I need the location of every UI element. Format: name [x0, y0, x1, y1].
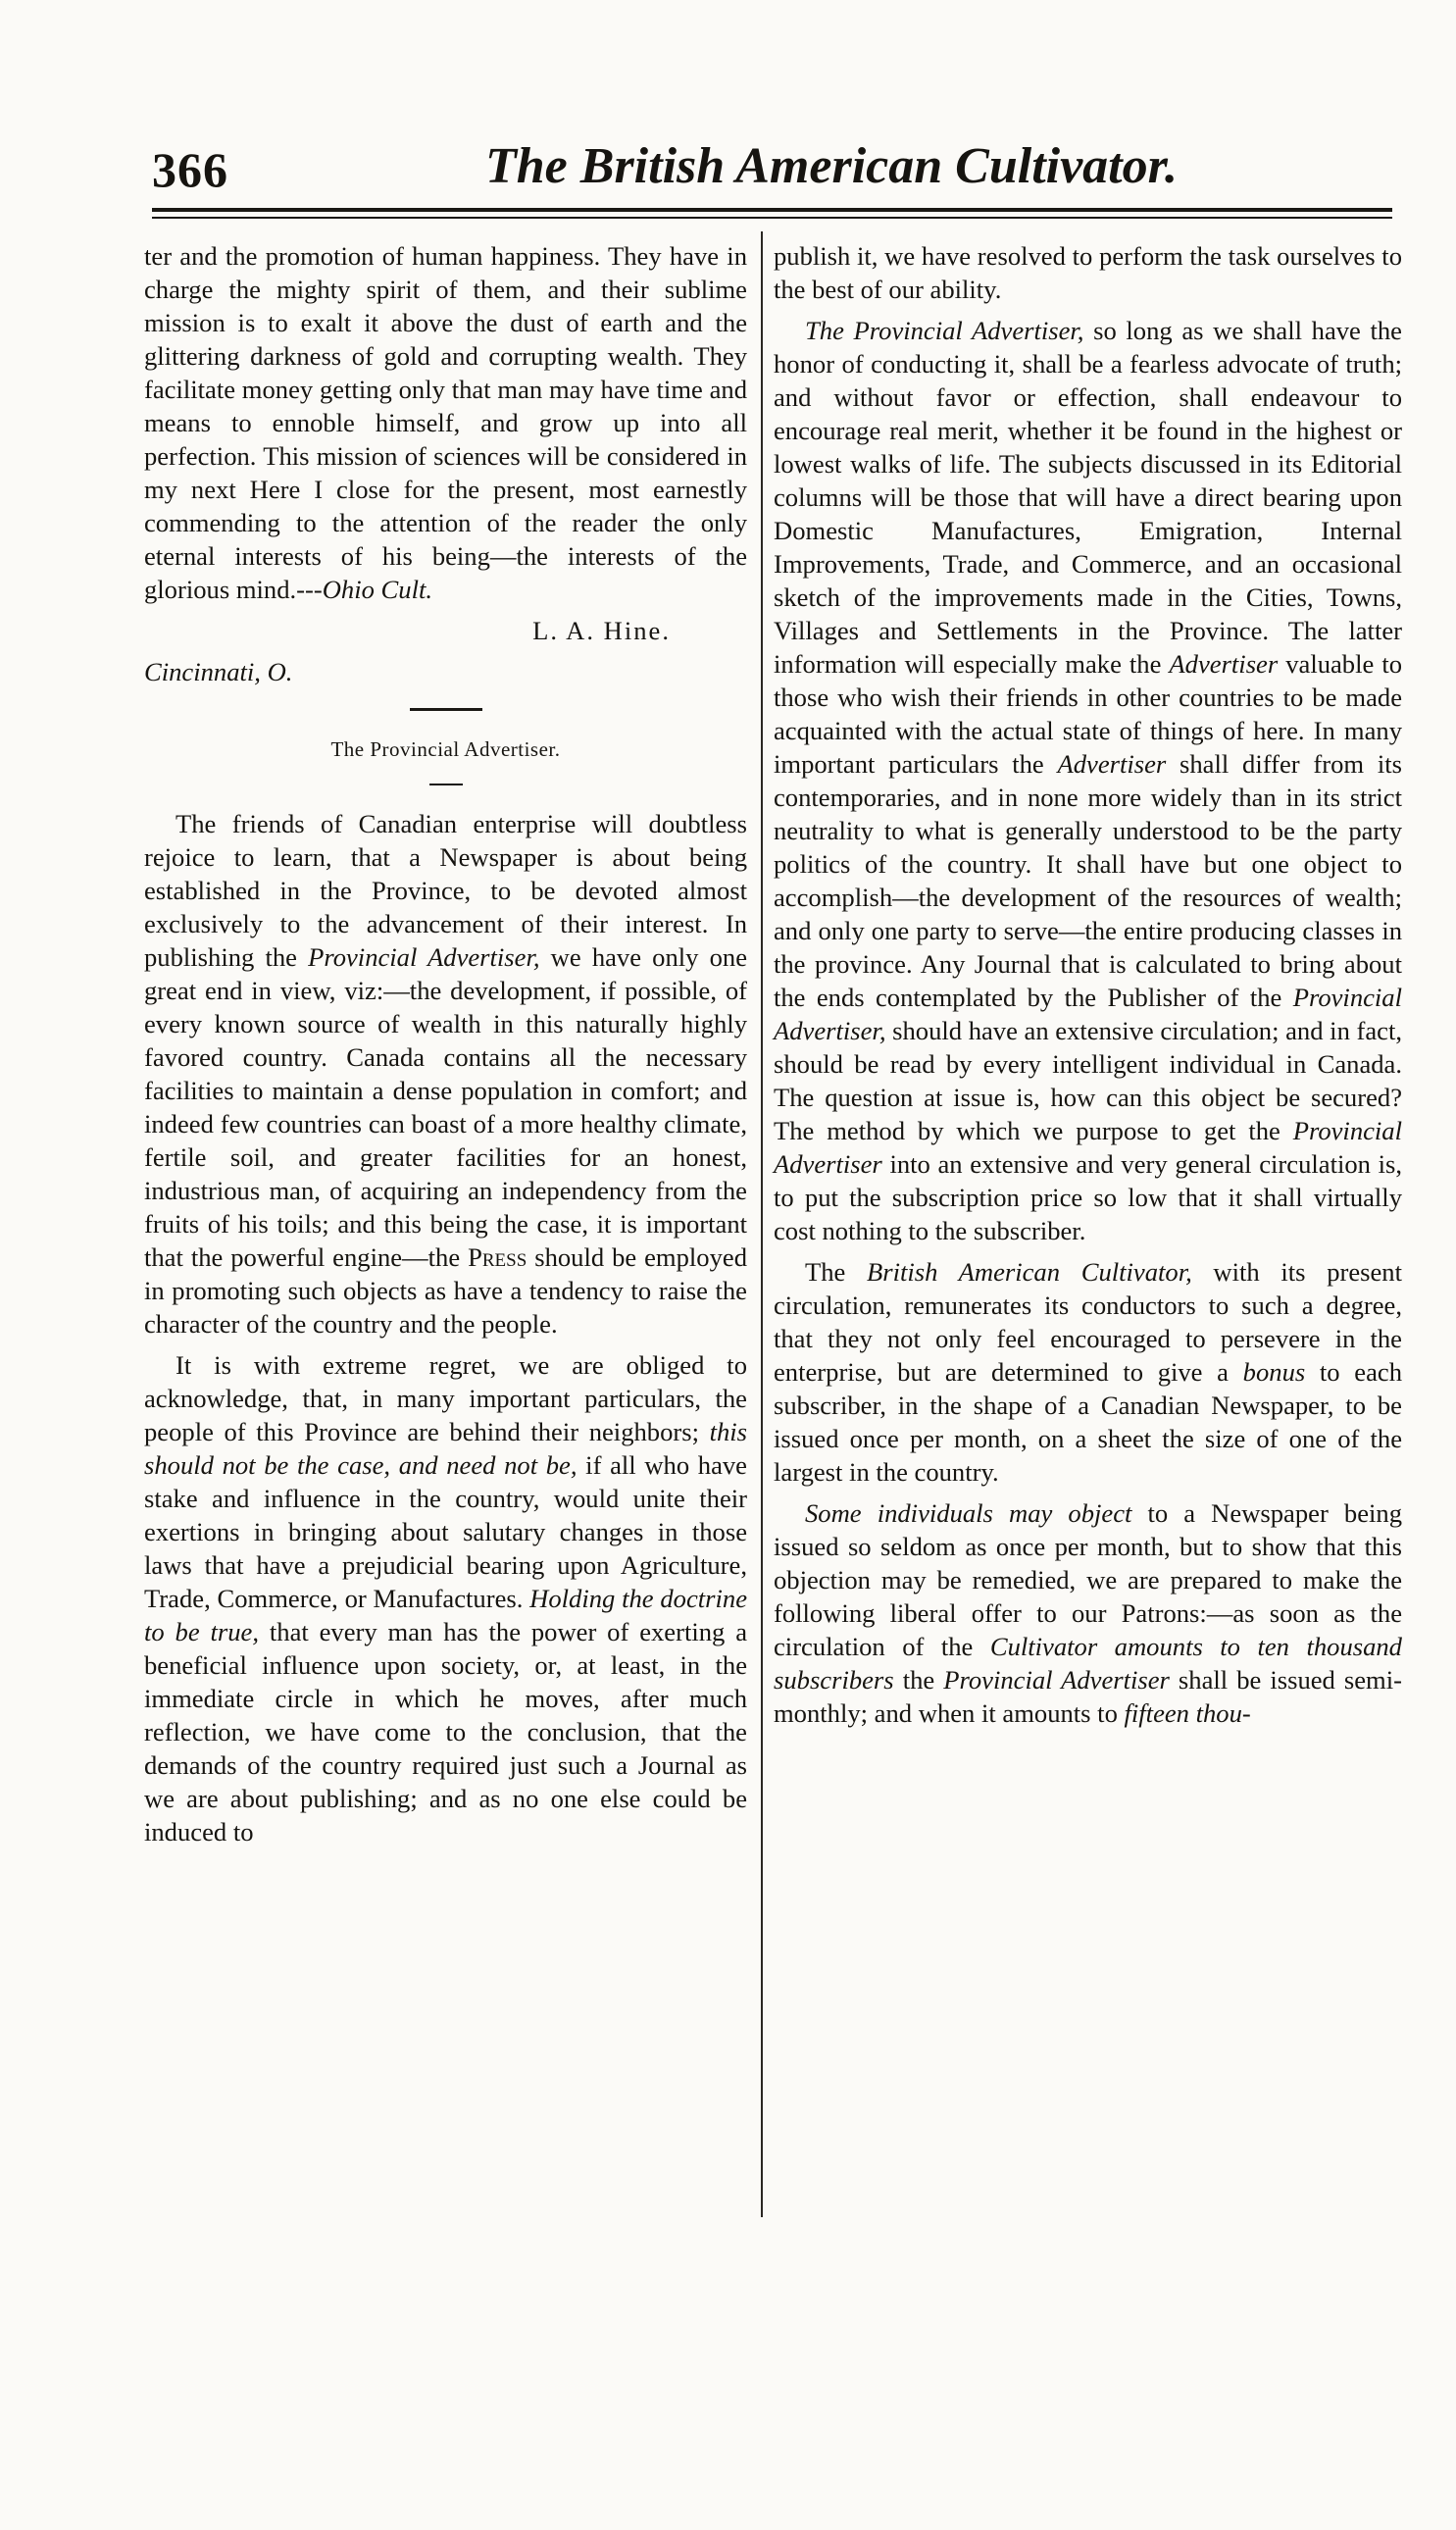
paragraph — [774, 1255, 1402, 1489]
italic-run: fifteen thou- — [1124, 1698, 1251, 1728]
paragraph — [144, 807, 747, 1341]
italic-run: Provincial Advertiser, — [774, 983, 1402, 1045]
text-run: shall differ from its contemporaries, and in none more widely than in its strict neutrality to what is generally understood to be the party politics of the country. It shall have but one object to accomplish—the development of the resources of wealth; and only one party to serve—the entire producing classes in the province. Any Journal that is calculated to bring about the ends contemplated by the Publisher of the — [774, 749, 1402, 1012]
paragraph — [144, 239, 747, 606]
right-column — [774, 239, 1402, 1738]
text-run: to a Newspaper being issued so seldom as once per month, but to show that this objection may be remedied, we are prepared to make the following liberal offer to our Patrons:—as soon as the circulation of the — [774, 1498, 1402, 1661]
paragraph-text: ter and the promotion of human happiness. They have in charge the mighty spirit of them, and their sublime mission is to exalt it above the dust of earth and the glittering darkness of gold and corrupting wealth. They facilitate money getting only that man may have time and means to ennoble himself, and grow up into all perfection. This mission of sciences will be considered in my next Here I close for the present, most earnestly commending to the attention of the reader the only eternal interests of his being—the interests of the glorious mind.--- — [144, 241, 747, 604]
text-run: shall be issued semi-monthly; and when it amounts to — [774, 1665, 1402, 1728]
smallcaps-run: Press — [468, 1242, 527, 1272]
paragraph: publish it, we have resolved to perform the task ourselves to the best of our ability. — [774, 241, 1402, 304]
text-run: the — [893, 1665, 944, 1695]
header-rule-thick — [152, 208, 1392, 212]
source-citation: Ohio Cult. — [322, 575, 432, 604]
heading-divider — [429, 784, 463, 785]
italic-run: Cultivator amounts to ten thousand subscribers — [774, 1632, 1402, 1695]
header-rule-thin — [152, 217, 1392, 219]
text-run: if all who have stake and influence in the country, would unite their exertions in bringing about salutary changes in those laws that have a prejudicial bearing upon Agriculture, Trade, Commerce, or Manufactures. — [144, 1450, 747, 1613]
author-signature: L. A. Hine. — [532, 616, 671, 645]
text-run: we have only one great end in view, viz:—the development, if possible, of every known source of wealth in this naturally highly favored country. Canada contains all the necessary facilities to maintain a dense population in comfort; and indeed few countries can boast of a more healthy climate, fertile soil, and greater facilities for an honest, industrious man, of acquiring an independency from the fruits of his toils; and this being the case, it is important that the powerful engine—the — [144, 942, 747, 1272]
italic-run: Some individuals may object — [805, 1498, 1132, 1528]
text-run: valuable to those who wish their friends in other countries to be made acquainted with the actual state of things of here. In many important particulars the — [774, 649, 1403, 779]
italic-run: British American Cultivator, — [867, 1257, 1192, 1287]
text-run: into an extensive and very general circulation is, to put the subscription price so low that it shall virtually cost nothing to the subscriber. — [774, 1149, 1402, 1245]
italic-run: Provincial Advertiser, — [308, 942, 540, 972]
italic-run: The Provincial Advertiser, — [805, 316, 1084, 345]
text-run: should have an extensive circulation; and in fact, should be read by every intelligent individual in Canada. The question at issue is, how can this object be secured? The method by which we purpose to get the — [774, 1016, 1403, 1145]
text-run: that every man has the power of exerting a beneficial influence upon society, or, at least, in the immediate circle in which he moves, after much reflection, we have come to the conclusion, that the demands of the country required just such a Journal as we are about publishing; and as no one else could be induced to — [144, 1617, 747, 1847]
article-heading: The Provincial Advertiser. — [330, 737, 561, 761]
paragraph — [774, 1496, 1402, 1730]
italic-run: Provincial Advertiser — [943, 1665, 1170, 1695]
section-divider — [410, 708, 482, 711]
text-run: It is with extreme regret, we are obliged to acknowledge, that, in many important particulars, the people of this Province are behind their neighbors; — [144, 1350, 747, 1446]
italic-run: this should not be the case, and need not be, — [144, 1417, 747, 1480]
text-run: so long as we shall have the honor of conducting it, shall be a fearless advocate of truth; and without favor or effection, shall endeavour to encourage real merit, whether it be found in the highest or lowest walks of life. The subjects discussed in its Editorial columns will be those that will have a direct bearing upon Domestic Manufactures, Emigration, Internal Improvements, Trade, and Commerce, and an occasional sketch of the improvements made in the Cities, Towns, Villages and Settlements in the Province. The latter information will especially make the — [774, 316, 1402, 679]
italic-run: Holding the doctrine to be true, — [144, 1584, 747, 1646]
running-title: The British American Cultivator. — [485, 138, 1178, 194]
author-place: Cincinnati, O. — [144, 657, 293, 686]
paragraph — [144, 1348, 747, 1848]
text-run: to each subscriber, in the shape of a Canadian Newspaper, to be issued once per month, on a sheet the size of one of the largest in the country. — [774, 1357, 1402, 1487]
text-run: The — [805, 1257, 868, 1287]
text-run: The friends of Canadian enterprise will doubtless rejoice to learn, that a Newspaper is about being established in the Province, to be devoted almost exclusively to the advancement of their interest. In publishing the — [144, 809, 747, 972]
page-header — [152, 137, 1392, 206]
paragraph — [774, 314, 1402, 1247]
left-column — [144, 239, 747, 1856]
text-run: should be employed in promoting such objects as have a tendency to raise the character of the country and the people. — [144, 1242, 748, 1339]
page-number: 366 — [152, 142, 228, 197]
italic-run: bonus — [1242, 1357, 1306, 1387]
italic-run: Provincial Advertiser — [774, 1116, 1402, 1179]
italic-run: Advertiser — [1169, 649, 1279, 679]
column-divider — [761, 231, 763, 2217]
italic-run: Advertiser — [1057, 749, 1167, 779]
text-run: with its present circulation, remunerates its conductors to such a degree, that they not only feel encouraged to persevere in the enterprise, but are determined to give a — [774, 1257, 1402, 1387]
